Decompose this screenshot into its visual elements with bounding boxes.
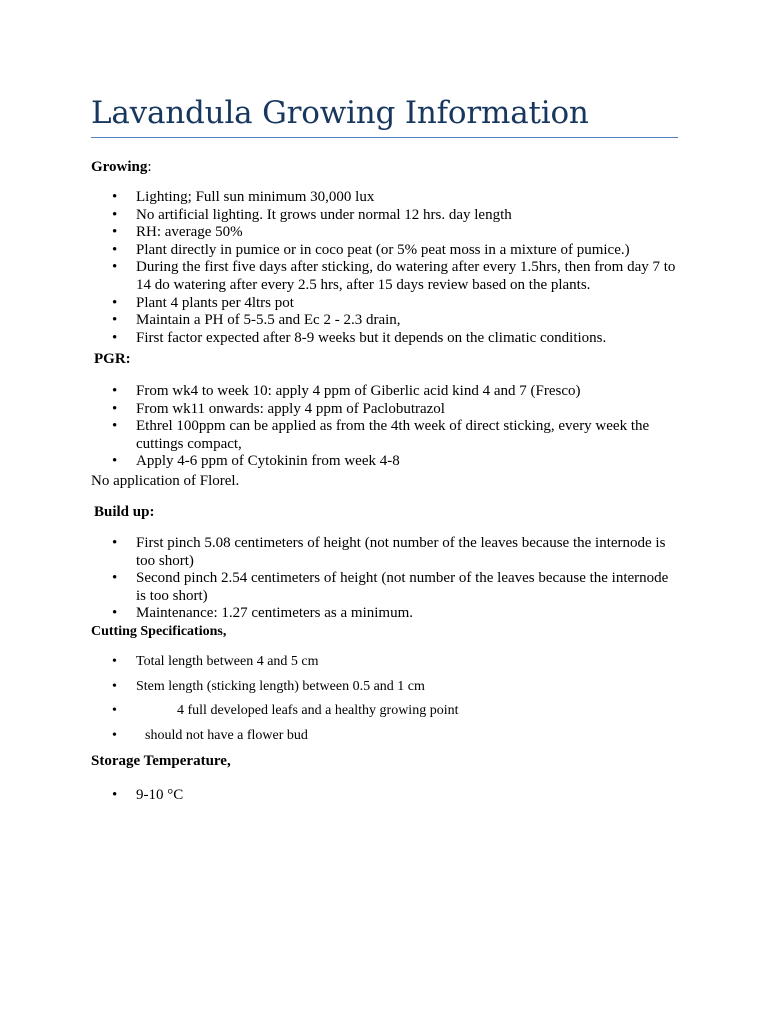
bullet-icon: • [112, 259, 118, 276]
bullet-icon: • [112, 224, 118, 241]
list-item [91, 207, 678, 225]
list-item [91, 787, 678, 805]
list-item [91, 312, 678, 330]
bullet-icon: • [112, 189, 118, 205]
florel-note: No application of Florel. [91, 473, 240, 489]
pgr-heading [94, 350, 131, 368]
list-item [91, 570, 678, 605]
list-item-text: Maintain a PH of 5-5.5 and Ec 2 - 2.3 drain, [136, 312, 401, 329]
list-item-text: should not have a flower bud [145, 728, 308, 744]
bullet-icon: • [112, 678, 117, 694]
bullet-icon: • [112, 294, 118, 311]
list-item [91, 242, 678, 260]
pgr-heading-text: PGR: [94, 351, 131, 367]
list-item-text: First pinch 5.08 centimeters of height (not number of the leaves because the internode is too short) [136, 535, 666, 569]
list-item [91, 535, 678, 570]
list-item [91, 679, 678, 695]
list-item [91, 383, 678, 401]
bullet-icon: • [112, 535, 118, 551]
bullet-icon: • [112, 703, 117, 719]
growing-heading-text: Growing [91, 159, 148, 175]
list-item-text: Total length between 4 and 5 cm [136, 654, 319, 669]
list-item-text: Maintenance: 1.27 centimeters as a minimum. [136, 605, 414, 622]
list-item-text: 4 full developed leafs and a healthy growing point [177, 703, 459, 719]
list-item-text: Plant 4 plants per 4ltrs pot [136, 294, 294, 311]
bullet-icon: • [112, 400, 118, 417]
storage-heading-text: Storage Temperature, [91, 753, 231, 769]
growing-heading [91, 158, 152, 176]
list-item-text: RH: average 50% [136, 224, 243, 241]
list-item [91, 401, 678, 419]
list-item [91, 330, 678, 348]
bullet-icon: • [112, 570, 118, 587]
buildup-heading [94, 503, 154, 521]
bullet-icon: • [112, 383, 118, 399]
growing-heading-colon: : [147, 159, 152, 175]
cutting-heading [91, 623, 226, 641]
list-item [91, 224, 678, 242]
bullet-icon: • [112, 206, 118, 223]
list-item [91, 605, 678, 623]
list-item [91, 654, 678, 670]
title-underline [91, 137, 678, 138]
list-item-text: Plant directly in pumice or in coco peat (or 5% peat moss in a mixture of pumice.) [136, 241, 630, 258]
list-item-text: Apply 4-6 ppm of Cytokinin from week 4-8 [136, 453, 400, 470]
cutting-heading-text: Cutting Specifications, [91, 624, 227, 639]
list-item-text: First factor expected after 8-9 weeks but it depends on the climatic conditions. [136, 329, 607, 346]
bullet-icon: • [112, 312, 118, 329]
list-item [91, 453, 678, 471]
cutting-list [91, 654, 678, 753]
list-item [91, 703, 678, 719]
list-item-text: 9-10 °C [136, 787, 184, 803]
pgr-list [91, 383, 678, 471]
storage-heading [91, 752, 231, 770]
list-item-text: From wk11 onwards: apply 4 ppm of Paclobutrazol [136, 400, 445, 417]
bullet-icon: • [112, 453, 118, 470]
list-item-text: Lighting; Full sun minimum 30,000 lux [136, 189, 375, 205]
bullet-icon: • [112, 605, 118, 622]
list-item-text: During the first five days after sticking, do watering after every 1.5hrs, then from day 7 to 14 do watering after every 2.5 hrs, after 15 days review based on the plants. [136, 259, 676, 293]
storage-list [91, 787, 678, 805]
list-item [91, 259, 678, 294]
growing-list [91, 189, 678, 347]
bullet-icon: • [112, 654, 117, 669]
document-title: Lavandula Growing Information [91, 95, 589, 131]
list-item-text: No artificial lighting. It grows under normal 12 hrs. day length [136, 206, 512, 223]
list-item [91, 295, 678, 313]
buildup-heading-text: Build up: [94, 504, 155, 520]
list-item [91, 728, 678, 744]
bullet-icon: • [112, 418, 118, 435]
buildup-list [91, 535, 678, 623]
list-item [91, 418, 678, 453]
list-item-text: Ethrel 100ppm can be applied as from the 4th week of direct sticking, every week the cuttings compact, [136, 418, 650, 452]
bullet-icon: • [112, 241, 118, 258]
list-item-text: Second pinch 2.54 centimeters of height (not number of the leaves because the internode is too short) [136, 570, 669, 604]
bullet-icon: • [112, 728, 117, 744]
list-item [91, 189, 678, 207]
bullet-icon: • [112, 329, 118, 346]
list-item-text: Stem length (sticking length) between 0.5 and 1 cm [136, 678, 425, 694]
bullet-icon: • [112, 787, 118, 803]
list-item-text: From wk4 to week 10: apply 4 ppm of Giberlic acid kind 4 and 7 (Fresco) [136, 383, 581, 399]
